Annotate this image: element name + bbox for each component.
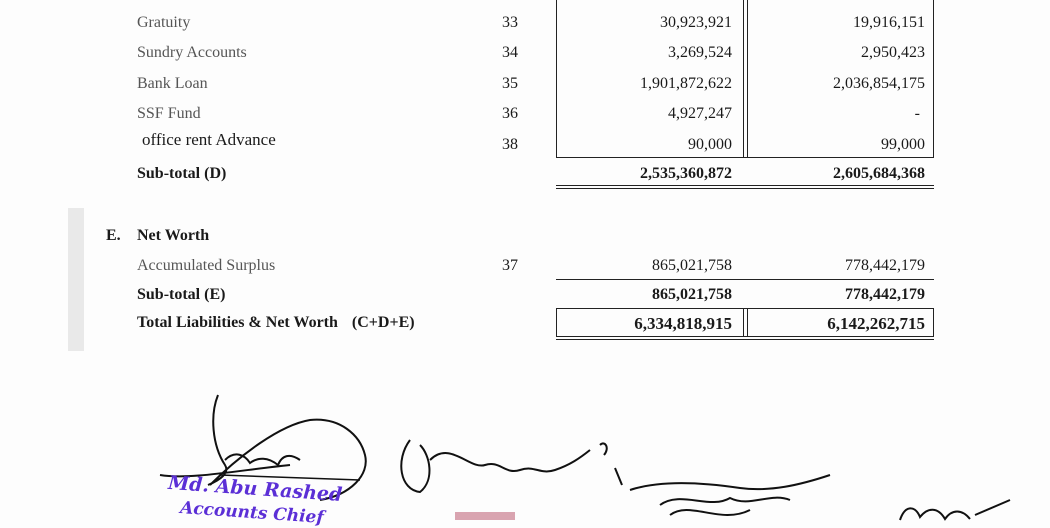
section-letter: E.: [106, 227, 121, 244]
table-row: [0, 105, 1050, 129]
stamp-name: Md. Abu Rashed: [167, 471, 343, 507]
row-label: Sundry Accounts: [137, 44, 247, 61]
row-current: 3,269,524: [668, 44, 732, 61]
total-box-mid1: [743, 309, 744, 336]
subtotal-e-previous: 778,442,179: [845, 286, 925, 303]
signature-right-icon: [620, 470, 840, 525]
row-note: 35: [502, 75, 518, 92]
stamp-title: Accounts Chief: [179, 498, 325, 528]
row-previous: 2,036,854,175: [833, 75, 925, 92]
row-previous: 778,442,179: [845, 257, 925, 274]
total-current: 6,334,818,915: [634, 314, 732, 333]
subtotal-d-double-rule: [556, 185, 934, 186]
total-previous: 6,142,262,715: [827, 314, 925, 333]
accumulated-underline: [556, 279, 934, 280]
row-current: 1,901,872,622: [640, 75, 732, 92]
row-previous: 19,916,151: [853, 14, 925, 31]
table-row: [0, 136, 1050, 160]
row-note: 36: [502, 105, 518, 122]
total-box-mid2: [747, 309, 748, 336]
subtotal-d-double-rule: [556, 188, 934, 189]
row-label: office rent Advance: [142, 130, 276, 149]
subtotal-d-previous: 2,605,684,368: [833, 165, 925, 182]
section-header: [0, 227, 1050, 251]
table-row: [0, 14, 1050, 38]
row-current: 4,927,247: [668, 105, 732, 122]
total-double-rule: [556, 336, 934, 337]
row-label: SSF Fund: [137, 105, 201, 122]
subtotal-d-label: Sub-total (D): [137, 165, 227, 182]
subtotal-e-label: Sub-total (E): [137, 286, 226, 303]
total-formula: (C+D+E): [351, 314, 415, 331]
subtotal-e-current: 865,021,758: [652, 286, 732, 303]
subtotal-d-current: 2,535,360,872: [640, 165, 732, 182]
table-row: [0, 75, 1050, 99]
total-label: [137, 314, 415, 332]
row-note: 34: [502, 44, 518, 61]
row-current: 90,000: [688, 136, 732, 153]
section-title: Net Worth: [137, 227, 210, 244]
subtotal-e-row: [0, 286, 1050, 310]
row-previous: 2,950,423: [861, 44, 925, 61]
subtotal-e-underline: [556, 308, 934, 309]
row-note: 33: [502, 14, 518, 31]
row-current: 30,923,921: [660, 14, 732, 31]
table-row: [0, 257, 1050, 281]
signature-far-right-icon: [890, 495, 1020, 525]
total-double-rule: [556, 339, 934, 340]
row-current: 865,021,758: [652, 257, 732, 274]
signature-middle-icon: [390, 420, 650, 520]
table-row: [0, 44, 1050, 68]
row-note: 37: [502, 257, 518, 274]
row-label: Gratuity: [137, 14, 191, 31]
row-previous: -: [914, 105, 920, 122]
total-box-right: [933, 309, 934, 336]
row-label: Accumulated Surplus: [137, 257, 276, 274]
total-box-left: [556, 309, 557, 336]
total-row: [0, 314, 1050, 338]
row-note: 38: [502, 136, 518, 153]
row-previous: 99,000: [881, 136, 925, 153]
total-label-text: Total Liabilities & Net Worth: [137, 314, 338, 331]
row-label: Bank Loan: [137, 75, 208, 92]
